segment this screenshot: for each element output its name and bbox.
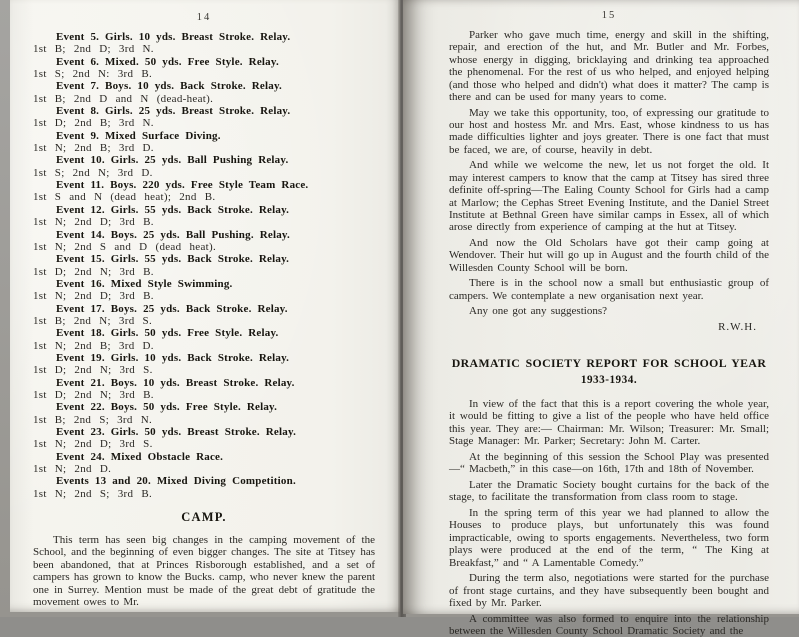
paragraph: A committee was also formed to enquire into the relationship between the Willesden County School Dramatic Society and the <box>449 613 769 637</box>
event-entry <box>33 80 375 105</box>
event-result: 1st N; 2nd B; 3rd D. <box>33 142 375 154</box>
event-entry <box>33 105 375 130</box>
event-title: Event 9. Mixed Surface Diving. <box>33 130 375 142</box>
paragraph: Parker who gave much time, energy and skill in the shifting, repair, and erection of the hut, and Mr. Butler and Mr. Forbes, whose energy in digging, bricklaying and drinking tea approached the phenomenal. For the rest of us who helped, and enjoyed helping (and those who helped and didn't) what does it matter? The camp is there and can be used for many years to come. <box>449 29 769 103</box>
event-title: Event 19. Girls. 10 yds. Back Stroke. Relay. <box>33 352 375 364</box>
event-result: 1st N; 2nd B; 3rd D. <box>33 340 375 352</box>
event-title: Event 6. Mixed. 50 yds. Free Style. Relay. <box>33 56 375 68</box>
event-title: Event 5. Girls. 10 yds. Breast Stroke. Relay. <box>33 31 375 43</box>
left-page <box>10 0 400 612</box>
event-result: 1st N; 2nd D; 3rd B. <box>33 290 375 302</box>
event-entry <box>33 426 375 451</box>
event-title: Event 14. Boys. 25 yds. Ball Pushing. Relay. <box>33 229 375 241</box>
event-entry <box>33 377 375 402</box>
event-entry <box>33 327 375 352</box>
right-page <box>403 0 799 614</box>
event-entry <box>33 253 375 278</box>
event-title: Event 8. Girls. 25 yds. Breast Stroke. Relay. <box>33 105 375 117</box>
event-entry <box>33 204 375 229</box>
event-result: 1st N; 2nd S; 3rd B. <box>33 488 375 500</box>
event-entry <box>33 31 375 56</box>
camp-heading: CAMP. <box>33 510 375 525</box>
paragraph: In view of the fact that this is a report covering the whole year, it would be fitting to give a list of the people who have held office this year. They are:— Chairman: Mr. Wilson; Treasurer: Mr. Small; Stage Manager: Mr. Parker; Secretary: John M. Carter. <box>449 398 769 448</box>
event-title: Event 10. Girls. 25 yds. Ball Pushing Relay. <box>33 154 375 166</box>
event-entry <box>33 401 375 426</box>
signature: R.W.H. <box>449 321 769 333</box>
page-number-left: 14 <box>33 12 375 23</box>
event-entry <box>33 278 375 303</box>
event-entry <box>33 179 375 204</box>
page-number-right: 15 <box>449 10 769 21</box>
event-result: 1st S; 2nd N; 3rd D. <box>33 167 375 179</box>
event-title: Event 15. Girls. 55 yds. Back Stroke. Relay. <box>33 253 375 265</box>
event-result: 1st D; 2nd N; 3rd S. <box>33 364 375 376</box>
event-entry <box>33 352 375 377</box>
event-entry <box>33 229 375 254</box>
event-title: Event 18. Girls. 50 yds. Free Style. Relay. <box>33 327 375 339</box>
event-title: Events 13 and 20. Mixed Diving Competition. <box>33 475 375 487</box>
event-title: Event 23. Girls. 50 yds. Breast Stroke. Relay. <box>33 426 375 438</box>
paragraph: At the beginning of this session the School Play was presented —“ Macbeth,” in this case—on 16th, 17th and 18th of November. <box>449 451 769 476</box>
dramatic-society-heading: DRAMATIC SOCIETY REPORT FOR SCHOOL YEAR <box>449 356 769 371</box>
event-title: Event 22. Boys. 50 yds. Free Style. Relay. <box>33 401 375 413</box>
event-entry <box>33 154 375 179</box>
event-result: 1st B; 2nd N; 3rd S. <box>33 315 375 327</box>
dramatic-society-paragraphs <box>449 398 769 637</box>
paragraph: During the term also, negotiations were started for the purchase of front stage curtains, and they have subsequently been bought and fixed by Mr. Parker. <box>449 572 769 609</box>
event-result: 1st D; 2nd N; 3rd B. <box>33 389 375 401</box>
event-result: 1st N; 2nd S and D (dead heat). <box>33 241 375 253</box>
event-entry <box>33 303 375 328</box>
paragraph: And now the Old Scholars have got their camp going at Wendover. Their hut will go up in August and the fourth child of the Willesden County School will be born. <box>449 237 769 274</box>
paragraph: May we take this opportunity, too, of expressing our gratitude to our host and hostess Mr. and Mrs. East, whose kindness to us has made difficulties lighter and joys greater. There is one fact that must be faced, we are, of course, heavily in debt. <box>449 107 769 157</box>
event-result: 1st B; 2nd D and N (dead-heat). <box>33 93 375 105</box>
event-result: 1st N; 2nd D; 3rd B. <box>33 216 375 228</box>
event-entry <box>33 130 375 155</box>
dramatic-society-subheading: 1933-1934. <box>449 374 769 386</box>
event-title: Event 7. Boys. 10 yds. Back Stroke. Relay. <box>33 80 375 92</box>
event-result: 1st D; 2nd B; 3rd N. <box>33 117 375 129</box>
camp-continuation-paragraphs <box>449 29 769 318</box>
event-result: 1st N; 2nd D; 3rd S. <box>33 438 375 450</box>
event-entry <box>33 475 375 500</box>
event-title: Event 24. Mixed Obstacle Race. <box>33 451 375 463</box>
event-result: 1st N; 2nd D. <box>33 463 375 475</box>
event-title: Event 16. Mixed Style Swimming. <box>33 278 375 290</box>
event-entry <box>33 56 375 81</box>
event-entry <box>33 451 375 476</box>
swimming-events-list <box>33 31 375 500</box>
event-result: 1st B; 2nd D; 3rd N. <box>33 43 375 55</box>
event-result: 1st S and N (dead heat); 2nd B. <box>33 191 375 203</box>
paragraph: Later the Dramatic Society bought curtains for the back of the stage, to facilitate the transformation from class room to stage. <box>449 479 769 504</box>
event-title: Event 21. Boys. 10 yds. Breast Stroke. Relay. <box>33 377 375 389</box>
event-result: 1st B; 2nd S; 3rd N. <box>33 414 375 426</box>
event-title: Event 17. Boys. 25 yds. Back Stroke. Relay. <box>33 303 375 315</box>
event-result: 1st D; 2nd N; 3rd B. <box>33 266 375 278</box>
event-result: 1st S; 2nd N: 3rd B. <box>33 68 375 80</box>
event-title: Event 11. Boys. 220 yds. Free Style Team Race. <box>33 179 375 191</box>
paragraph: In the spring term of this year we had planned to allow the Houses to produce plays, but unfortunately this was found impracticable, owing to sports engagements. Nevertheless, two form plays were produced at the end of the term, “ The King at Breakfast,” and “ A Lamentable Comedy.” <box>449 507 769 569</box>
paragraph: Any one got any suggestions? <box>449 305 769 317</box>
event-title: Event 12. Girls. 55 yds. Back Stroke. Relay. <box>33 204 375 216</box>
paragraph: There is in the school now a small but enthusiastic group of campers. We contemplate a new organisation next year. <box>449 277 769 302</box>
paragraph: And while we welcome the new, let us not forget the old. It may interest campers to know that the camp at Titsey has sired three definite off-spring—The Ealing County School for Girls had a camp at Marlow; the Cephas Street Evening Institute, and the Daniel Street Institute at Bethnal Green have similar camps in Essex, all of which arose directly from experience of camping at the hut at Titsey. <box>449 159 769 233</box>
camp-paragraph: This term has seen big changes in the camping movement of the School, and the beginning of even bigger changes. The site at Titsey has been abandoned, that at Princes Risborough established, and a set of campers has grown to know the Bucks. camp, who never knew the parent one in Surrey. Mention must be made of the great debt of gratitude the movement owes to Mr. <box>33 534 375 608</box>
